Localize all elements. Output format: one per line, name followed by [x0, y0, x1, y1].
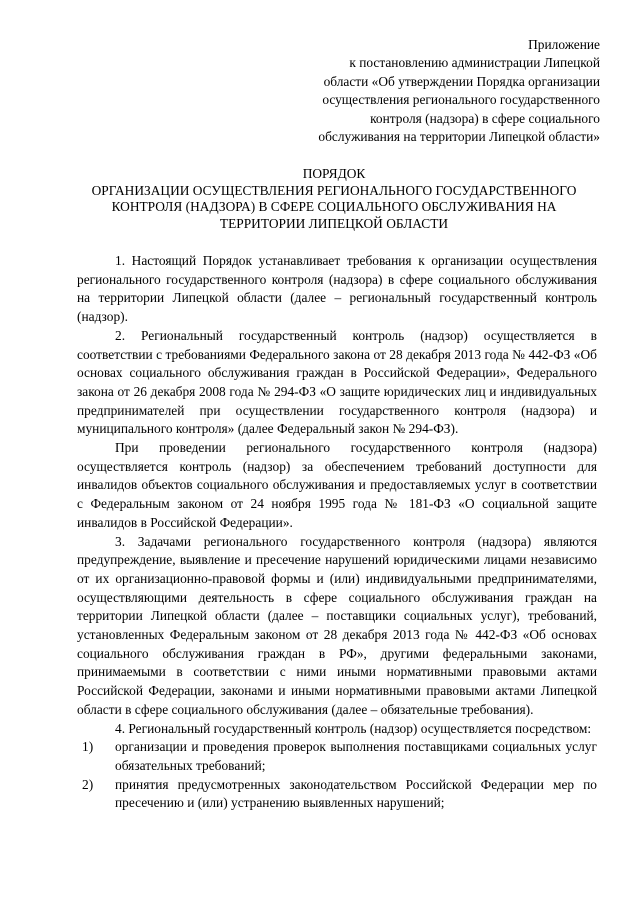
appendix-line: осуществления регионального государственного — [322, 92, 600, 108]
appendix-line: контроля (надзора) в сфере социального — [370, 110, 600, 126]
title-line: ТЕРРИТОРИИ ЛИПЕЦКОЙ ОБЛАСТИ — [219, 215, 449, 231]
paragraph-2: 2. Региональный государственный контроль (надзор) осуществляется в соответствии с требованиями Федерального закона от 28 декабря 2013 года № 442-ФЗ «Об основах социального обслуживания граждан в Российской Федерации», Федерального закона от 26 декабря 2008 года № 294-ФЗ «О защите юридических лиц и индивидуальных предпринимателей при осуществлении государственного контроля (надзора) и муниципального контроля» (далее Федеральный закон № 294-ФЗ). — [77, 327, 597, 437]
list-item-number: 1) — [82, 739, 94, 755]
title-heading: ПОРЯДОК — [302, 166, 366, 181]
appendix-note — [318, 36, 600, 146]
document-body — [77, 252, 597, 813]
measures-list — [77, 738, 597, 813]
list-item-number: 2) — [82, 776, 94, 792]
appendix-line: обслуживания на территории Липецкой области» — [318, 129, 600, 145]
title-line: ОРГАНИЗАЦИИ ОСУЩЕСТВЛЕНИЯ РЕГИОНАЛЬНОГО ГОСУДАРСТВЕННОГО — [91, 182, 577, 198]
list-item — [77, 738, 597, 775]
list-item-text: организации и проведения проверок выполнения поставщиками социальных услуг обязательных требований; — [115, 739, 597, 773]
paragraph-3: 3. Задачами регионального государственного контроля (надзора) являются предупреждение, выявление и пресечение нарушений юридическими лицами независимо от их организационно-правовой формы и (или) индивидуальными предпринимателями, осуществляющими деятельность в сфере социального обслуживания граждан на территории Липецкой области (далее – поставщики социальных услуг), требований, установленных Федеральным законом от 28 декабря 2013 года № 442-ФЗ «Об основах социального обслуживания граждан в РФ», другими федеральными законами, принимаемыми в соответствии с ними иными нормативными правовыми актами Российской Федерации, законами и иными нормативными правовыми актами Липецкой области в сфере социального обслуживания (далее – обязательные требования). — [77, 533, 597, 717]
title-line: КОНТРОЛЯ (НАДЗОРА) В СФЕРЕ СОЦИАЛЬНОГО ОБСЛУЖИВАНИЯ НА — [111, 199, 557, 215]
appendix-line: области «Об утверждении Порядка организации — [323, 73, 600, 89]
list-item — [77, 776, 597, 813]
paragraph-1: 1. Настоящий Порядок устанавливает требования к организации осуществления регионального государственного контроля (надзора) в сфере социального обслуживания на территории Липецкой области (далее – региональный государственный контроль (надзор). — [77, 253, 597, 325]
appendix-line: Приложение — [528, 37, 600, 52]
appendix-line: к постановлению администрации Липецкой — [349, 55, 600, 71]
list-item-text: принятия предусмотренных законодательством Российской Федерации мер по пресечению и (или) устранению выявленных нарушений; — [115, 776, 597, 811]
paragraph-2-accessibility: При проведении регионального государственного контроля (надзора) осуществляется контроль (надзор) за обеспечением требований доступности для инвалидов объектов социального обслуживания и предоставляемых услуг в соответствии с Федеральным законом от 24 ноября 1995 года № 181-ФЗ «О социальной защите инвалидов в Российской Федерации». — [77, 440, 597, 530]
document-title — [70, 166, 598, 232]
paragraph-4: 4. Региональный государственный контроль (надзор) осуществляется посредством: — [115, 720, 592, 736]
